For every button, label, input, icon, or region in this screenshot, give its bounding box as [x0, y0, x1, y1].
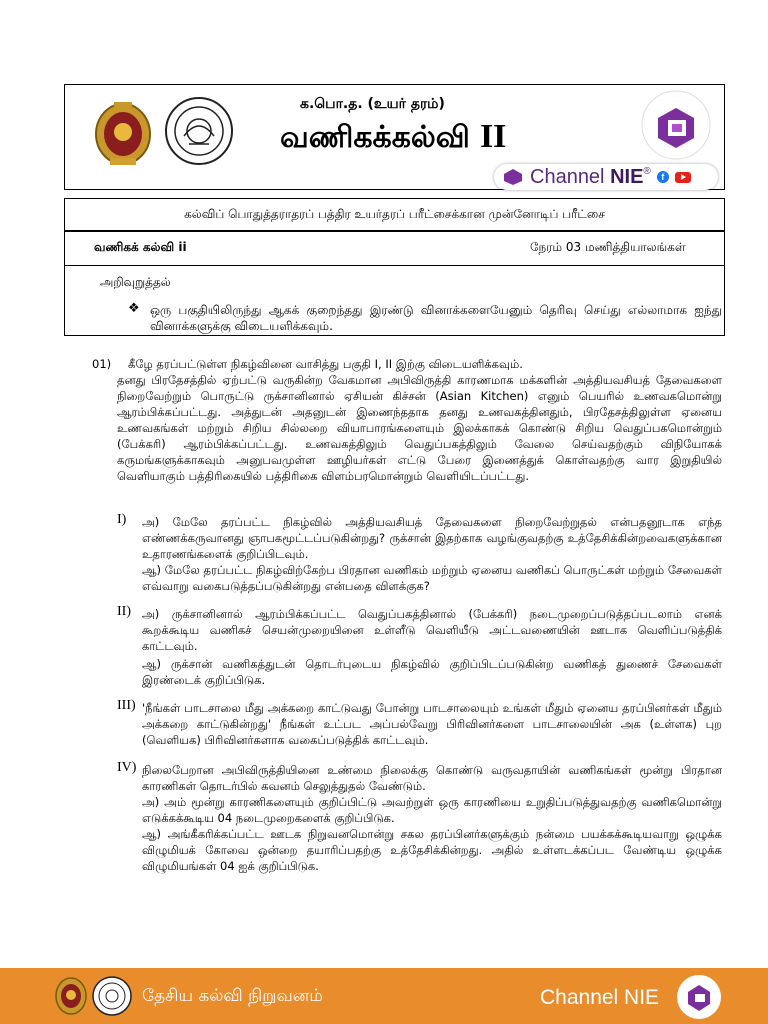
- exam-duration: நேரம் 03 மணித்தியாலங்கள்: [530, 240, 686, 254]
- part-item: நிலைபேறான அபிவிருத்தியினை உண்மை நிலைக்கு கொண்டு வருவதாயின் வணிகங்கள் மூன்று பிரதான காரணிகள் தொடர்பில் கவனம் செலுத்துதல் வேண்டும்.: [142, 763, 722, 793]
- part-item: 'நீங்கள் பாடசாலை மீது அக்கறை காட்டுவது போன்று பாடசாலையும் உங்கள் மீதும் ஏனைய தரப்பினர்கள் மீதும் அக்கறை காட்டுகின்றது' நீங்கள் உட்பட அப்பல்வேறு பிரிவினர்களை பாடசாலையின் அக (உள்ளக) புற (வெளியக) பிரிவினர்களாக வகைப்படுத்திக் காட்டவும்.: [142, 701, 722, 747]
- instruction-text: ஒரு பகுதியிலிருந்து ஆகக் குறைந்தது இரண்டு வினாக்களையேனும் தெரிவு செய்து எல்லாமாக ஐந்து வினாக்களுக்கு விடையளிக்கவும்.: [150, 303, 722, 333]
- part-label: II): [117, 604, 131, 619]
- footer-channel-nie-logo-icon: [676, 974, 722, 1020]
- channel-nie-banner: [494, 164, 718, 190]
- instructions-heading: அறிவுறுத்தல்: [100, 275, 171, 289]
- facebook-icon: f: [657, 171, 669, 183]
- channel-banner-label: Channel NIE®: [530, 165, 651, 188]
- diamond-bullet-icon: ❖: [128, 301, 140, 316]
- footer-channel-name: Channel NIE: [540, 986, 660, 1009]
- part-item: ஆ) மேலே தரப்பட்ட நிகழ்விற்கேற்ப பிரதான வணிகம் மற்றும் ஏனைய வணிகப் பொருட்கள் மற்றும் சேவைகள் எவ்வாறு வகைபடுத்தப்படுகின்றது என்பதை விளக்குக?: [142, 563, 722, 593]
- exam-name: கல்விப் பொதுத்தராதரப் பத்திர உயர்தரப் பரீட்சைக்கான முன்னோடிப் பரீட்சை: [184, 207, 605, 221]
- question-number: 01): [92, 357, 112, 371]
- subject-title-text: வணிகக்கல்வி: [280, 120, 470, 155]
- subject-title: [280, 118, 506, 159]
- footer-institute-name: தேசிய கல்வி நிறுவனம்: [142, 986, 323, 1006]
- part-item: அ) மேலே தரப்பட்ட நிகழ்வில் அத்தியவசியத் தேவைகளை நிறைவேற்றுதல் என்பதனூடாக எந்த எண்ணக்கருவானது ஞாபகமூட்டப்படுகின்றது? ருக்சான் இதற்காக வழங்குவதற்கு உத்தேசிக்கின்றவைகளுக்கான உதாரணங்களைக் குறிப்பிடவும்.: [142, 515, 722, 561]
- info-divider: [64, 265, 725, 266]
- part-item: ஆ) ருக்சான் வணிகத்துடன் தொடர்புடைய நிகழ்வில் குறிப்பிடப்படுகின்ற வணிகத் துணைச் சேவைகள் இரண்டைக் குறிப்பிடுக.: [142, 657, 722, 687]
- subject-title-roman: II: [479, 118, 507, 155]
- youtube-icon: [675, 172, 691, 183]
- part-item: அ) ருக்சானினால் ஆரம்பிக்கப்பட்ட வெதுப்பகத்தினால் (பேக்கரி) நடைமுறைப்படுத்தப்படலாம் எனக் கூறக்கூடிய வணிகச் செயன்முறையினை உள்ளீடு வெளியீடு அட்டவணையின் ஊடாக வெளிப்படுத்திக் காட்டவும்.: [142, 607, 722, 653]
- question-intro: கீழே தரப்பட்டுள்ள நிகழ்வினை வாசித்து பகுதி I, II இற்கு விடையளிக்கவும்.: [128, 357, 523, 371]
- sri-lanka-emblem-icon: [92, 96, 154, 168]
- part-label: I): [117, 512, 127, 527]
- subject-name: வணிகக் கல்வி ii: [94, 240, 187, 254]
- part-label: IV): [117, 760, 137, 775]
- footer-seal-icon: [92, 976, 132, 1016]
- part-item: ஆ) அங்கீகரிக்கப்பட்ட ஊடக நிறுவனமொன்று சகல தரப்பினர்களுக்கும் நன்மை பயக்கக்கூடியவாறு ஒழுக்க விழுமியக் கோவை ஒன்றை தயாரிப்பதற்கு உத்தேசிக்கின்றது. அதில் உள்ளடக்கப்பட வேண்டிய ஒழுக்க விழுமியங்கள் 04 ஐக் குறிப்பிடுக.: [142, 827, 722, 873]
- part-item: அ) அம் மூன்று காரணிகளையும் குறிப்பிட்டு அவற்றுள் ஒரு காரணியை உறுதிப்படுத்துவதற்கு வணிகமொன்று எடுக்கக்கூடிய 04 நடைமுறைகளைக் குறிப்பிடுக.: [142, 795, 722, 825]
- channel-nie-logo-icon: [636, 90, 716, 160]
- footer-emblem-icon: [54, 974, 88, 1016]
- case-study-text: தனது பிரதேசத்தில் ஏற்பட்டு வருகின்ற வேகமான அபிவிருத்தி காரணமாக மக்களின் அத்தியவசியத் தேவைகளை நிறைவேற்றும் பொருட்டு ருக்சானினால் ஏசியன் கிச்சன் (Asian Kitchen) எனும் பெயரில் உணவகமொன்று ஆரம்பிக்கப்பட்டது. அத்துடன் அதனுடன் இணைந்ததாக தனது உணவகத்தினதும், பிரதேசத்திலுள்ள ஏனைய உணவகங்கள் மற்றும் சிறிய சில்லறை வியாபாரங்களையும் இலக்காகக் கொண்டு சிறிய வெதுப்பகமொன்றும் (பேக்கரி) ஆரம்பிக்கப்பட்டது. உணவகத்திலும் வெதுப்பகத்திலும் வேலை செய்வதற்கும் விநியோகக் கருமங்களுக்காகவும் அனுபவமுள்ள ஊழியர்கள் எட்டு பேரை இணைத்துக் கொள்வதற்கு வார இறுதியில் வெளியாகும் பத்திரிகையில் பத்திரிகை விளம்பரமொன்றும் வெளியிடப்பட்டது.: [117, 373, 722, 483]
- channel-nie-mini-logo-icon: [502, 168, 524, 186]
- nie-seal-icon: [164, 96, 234, 166]
- part-label: III): [117, 698, 136, 713]
- exam-level: க.பொ.த. (உயர் தரம்): [300, 96, 445, 112]
